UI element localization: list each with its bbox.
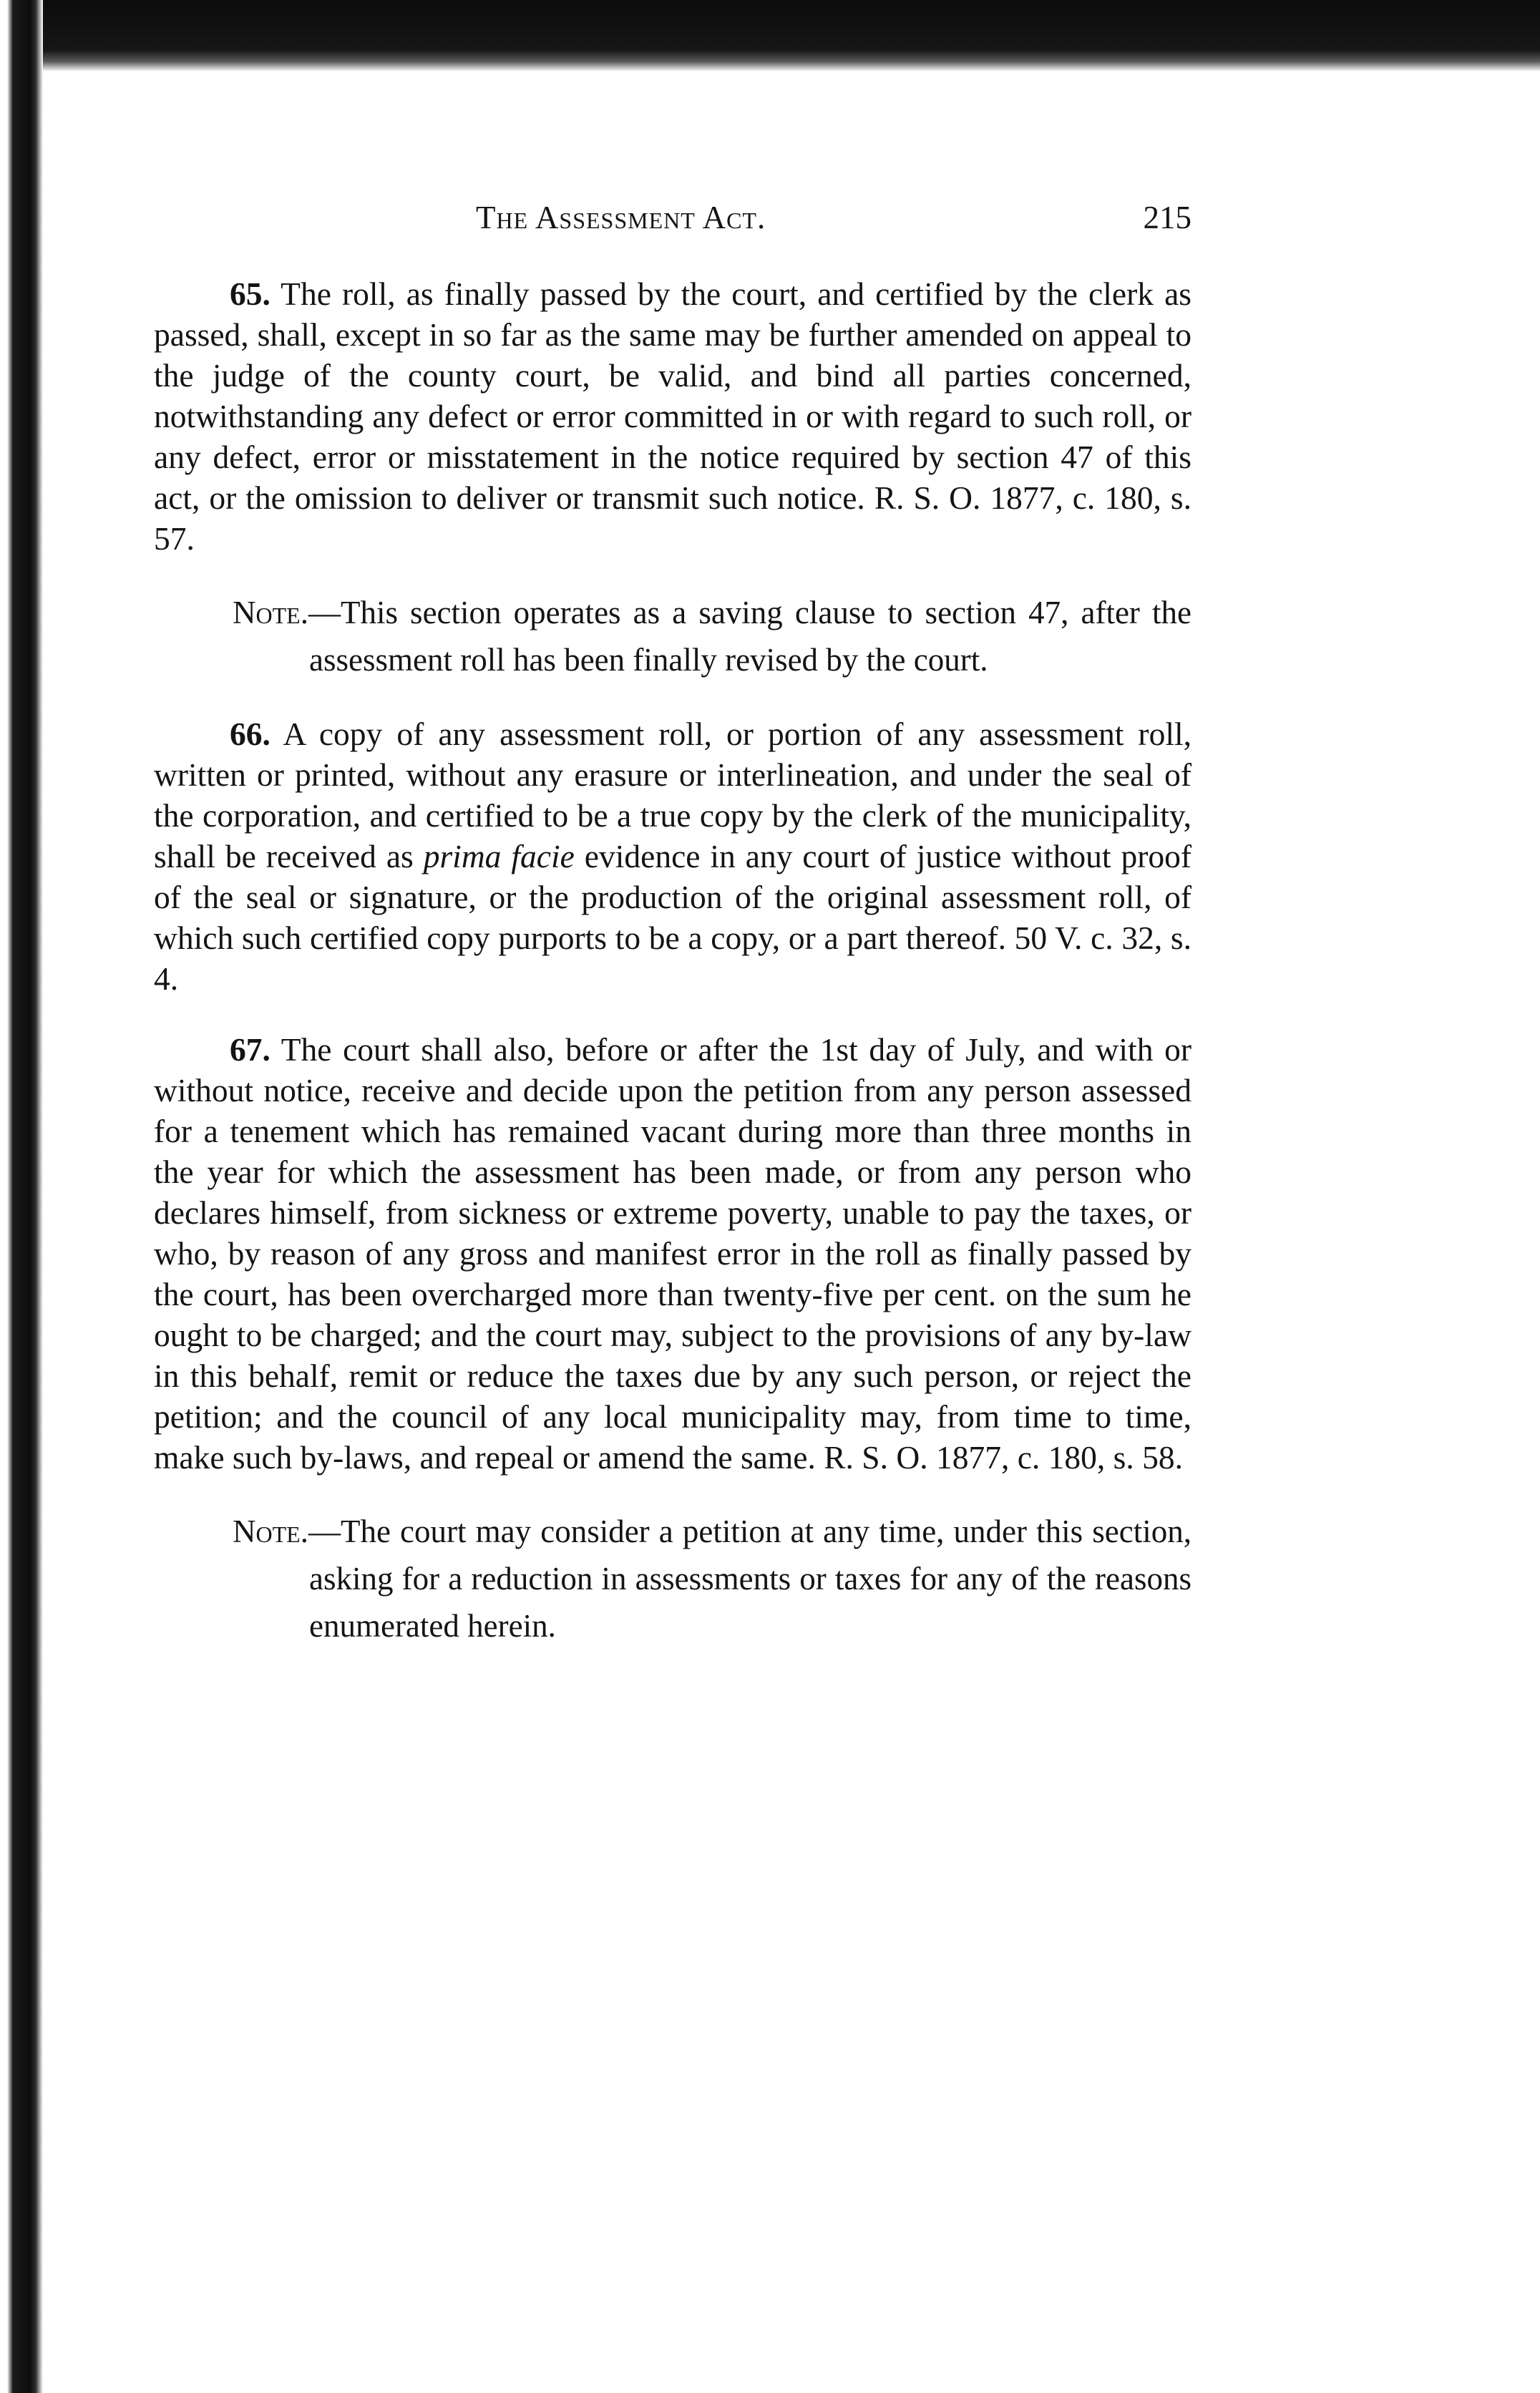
section-text: A copy of any assessment roll, or portion of any assessment roll, written or printed, without any erasure or interlineation, and under the seal of the corporation, and certified to be a true copy by the clerk of the municipality, shall be received as: [154, 716, 1191, 874]
note-text: —This section operates as a saving clause to section 47, after the assessment roll has been finally revised by the court.: [308, 595, 1191, 678]
note-label: Note.: [233, 1514, 308, 1549]
section-number: 65.: [230, 276, 271, 312]
section-text: The roll, as finally passed by the court, and certified by the clerk as passed, shall, except in so far as the same may be further amended on appeal to the judge of the county court, be valid, and bind all parties concerned, notwithstanding any defect or error committed in or with regard to such roll, or any defect, error or misstatement in the notice required by section 47 of this act, or the omission to deliver or transmit such notice. R. S. O. 1877, c. 180, s. 57.: [154, 276, 1191, 557]
page-number: 215: [1143, 200, 1191, 235]
scan-left-edge: [0, 0, 43, 2393]
running-head-title: The Assessment Act.: [476, 200, 766, 235]
section-number: 67.: [230, 1031, 271, 1068]
section-66: [154, 713, 1191, 999]
note-label: Note.: [233, 595, 308, 630]
section-text: The court shall also, before or after the 1st day of July, and with or without notice, receive and decide upon the petition from any person assessed for a tenement which has remained vacant during more than three months in the year for which the assessment has been made, or from any person who declares himself, from sickness or extreme poverty, unable to pay the taxes, or who, by reason of any gross and manifest error in the roll as finally passed by the court, has been overcharged more than twenty-five per cent. on the sum he ought to be charged; and the court may, subject to the provisions of any by-law in this behalf, remit or reduce the taxes due by any such person, or reject the petition; and the council of any local municipality may, from time to time, make such by-laws, and repeal or amend the same. R. S. O. 1877, c. 180, s. 58.: [154, 1031, 1191, 1476]
section-65: [154, 273, 1191, 559]
section-67: [154, 1029, 1191, 1478]
note-text: —The court may consider a petition at any time, under this section, asking for a reduction in assessments or taxes for any of the reasons enumerated herein.: [308, 1514, 1191, 1644]
section-text: evidence in any court of justice without proof of the seal or signature, or the production of the original assessment roll, of which such certified copy purports to be a copy, or a part thereof. 50 V. c. 32, s. 4.: [154, 838, 1192, 997]
scan-top-edge: [0, 0, 1540, 72]
note-section-67: [233, 1508, 1191, 1649]
body-text: [154, 273, 1191, 1680]
section-number: 66.: [230, 716, 271, 752]
running-head: [154, 199, 1191, 242]
note-section-65: [233, 589, 1191, 683]
section-text-italic: prima facie: [423, 838, 575, 874]
